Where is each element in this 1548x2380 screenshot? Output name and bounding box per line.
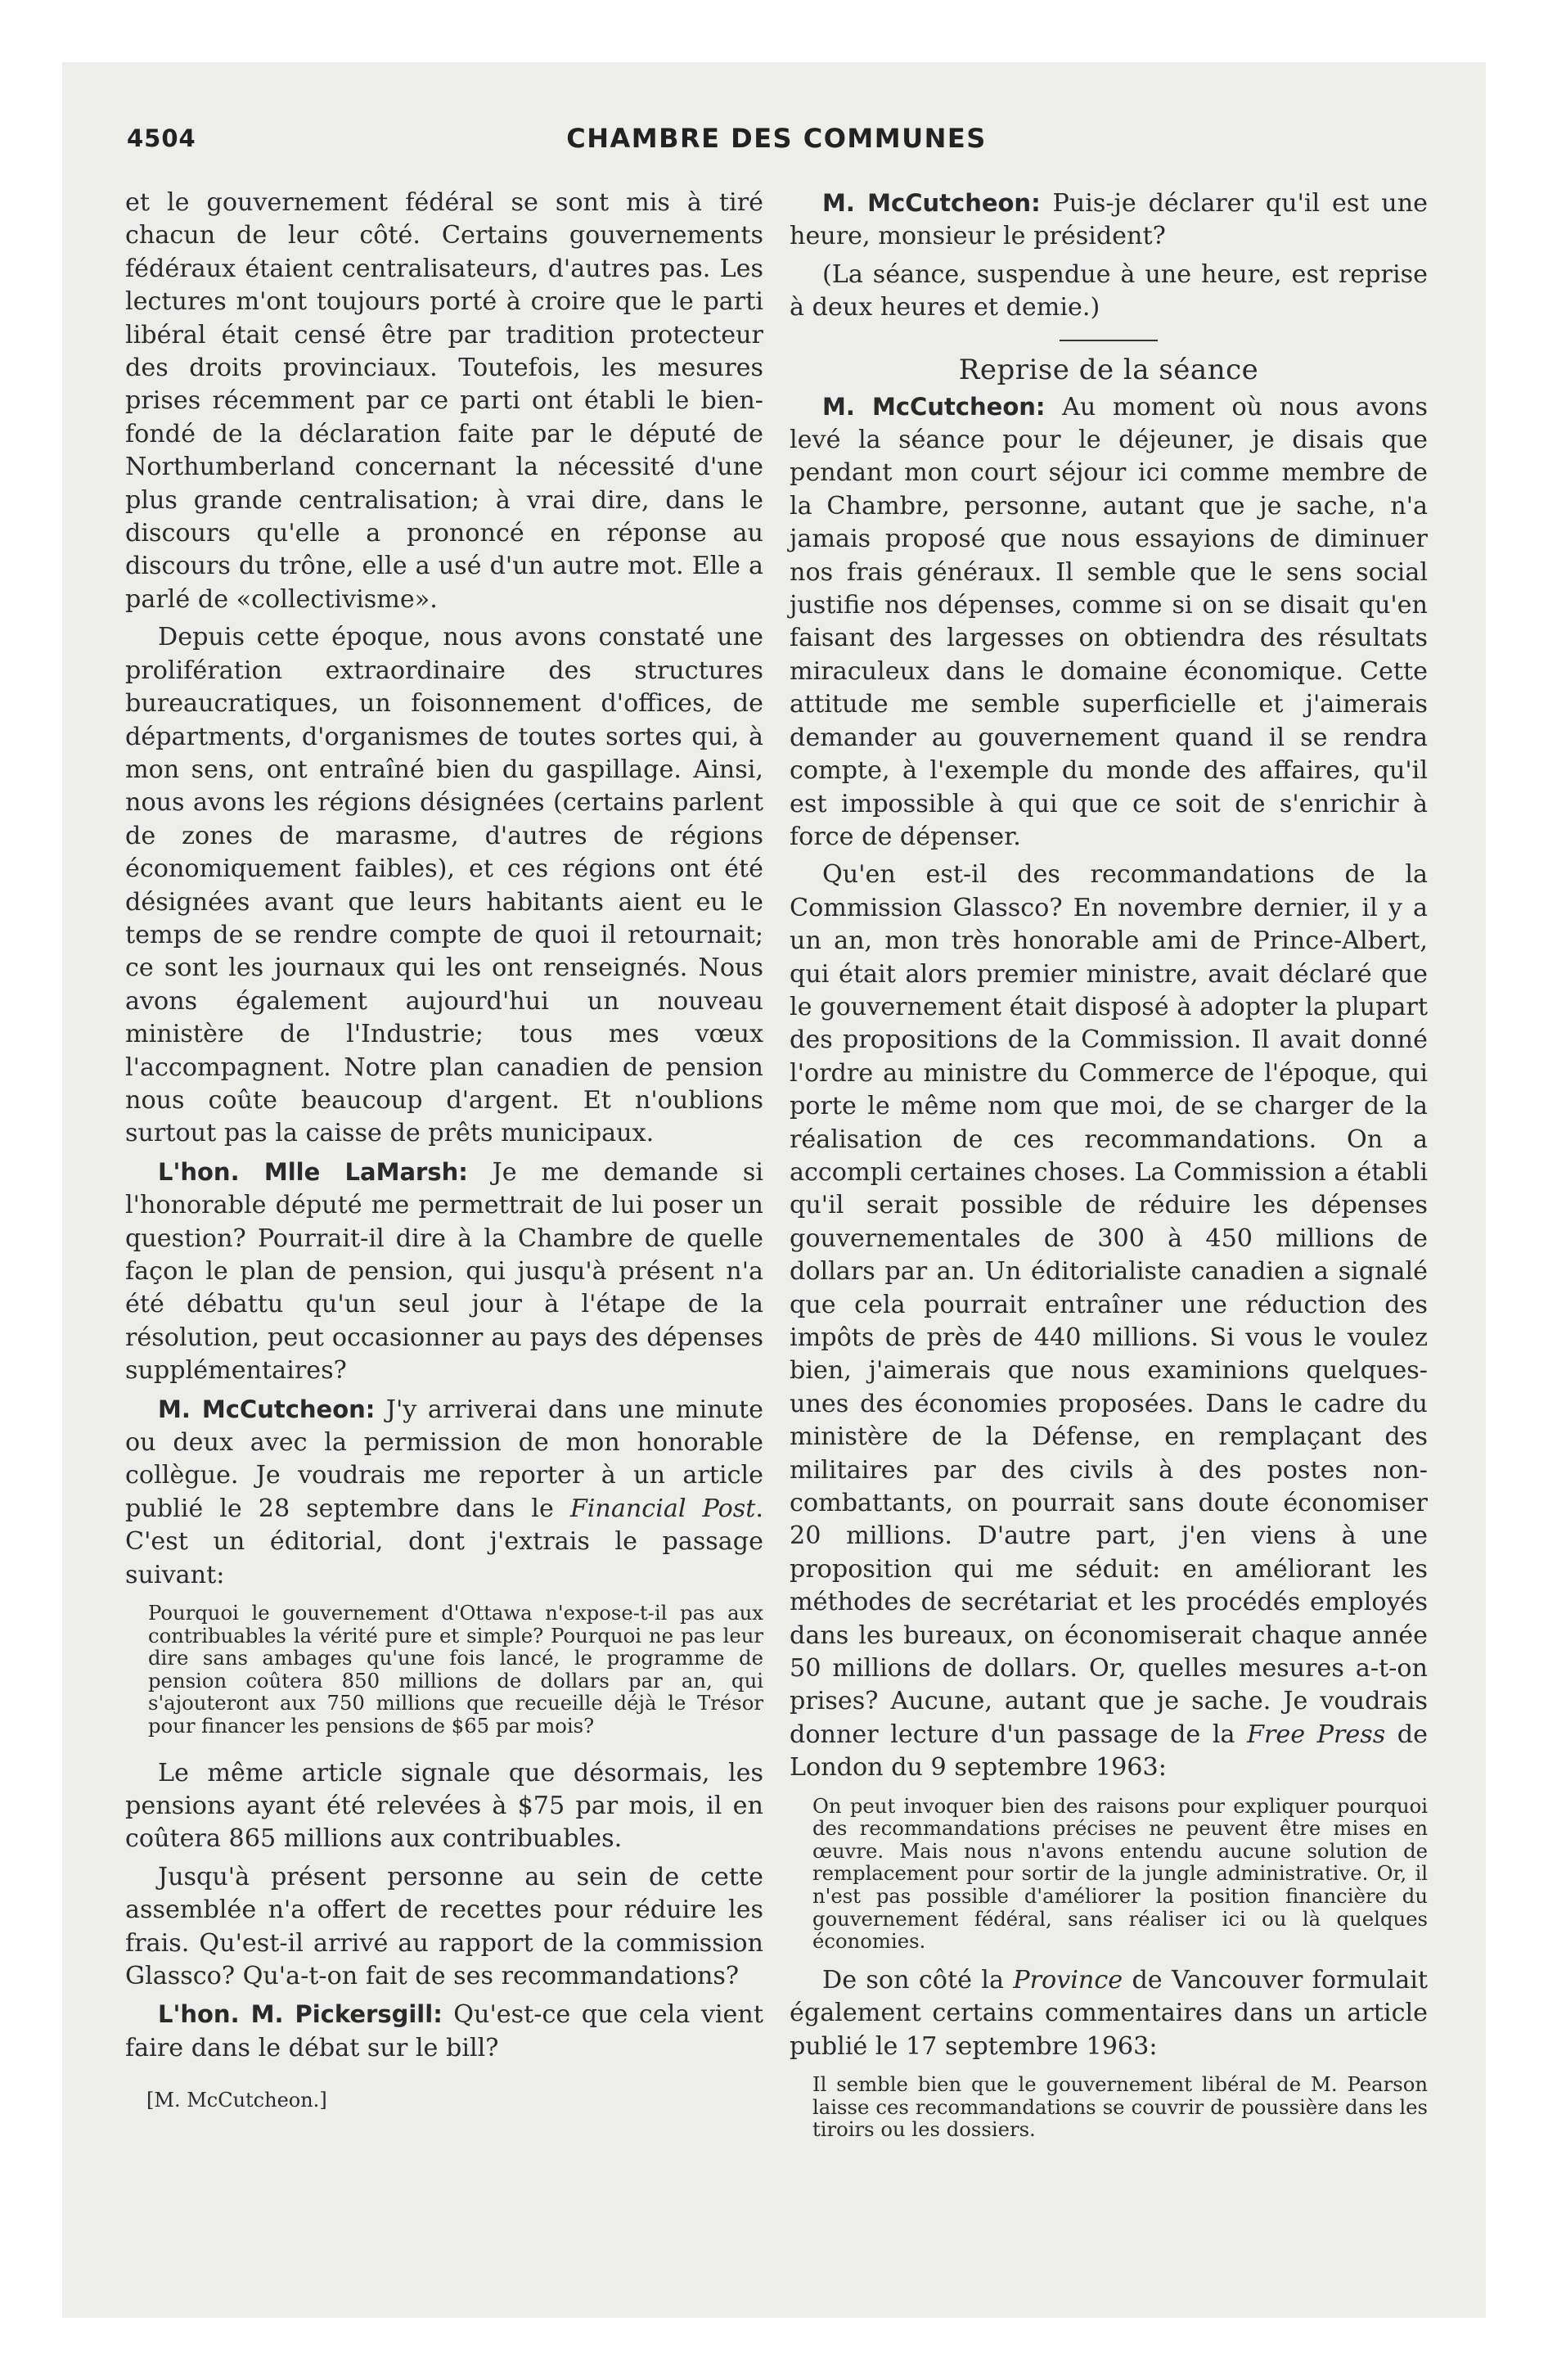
paragraph-text: de London du 9 septembre 1963: [790,1720,1428,1783]
speaker-name: M. McCutcheon: [822,189,1041,217]
section-heading: Reprise de la séance [958,353,1259,386]
paragraph: Le même article signale que désormais, les pensions ayant été relevées à $75 par mois, il en coûtera 865 millions aux contribuables. [125,1758,763,1854]
speech-text: Qu'est-ce que cela vient faire dans le débat sur le bill? [125,2000,763,2062]
publication-title: Province [1013,1965,1123,1995]
paragraph: Depuis cette époque, nous avons constaté une prolifération extraordinaire des structures bureaucratiques, un foisonnement d'offices, de départments, d'organismes de toutes sortes qui, à mon sens, ont entraîné bien du gaspillage. Ainsi, nous avons les régions désignées (certains parlent de zones de marasme, d'autres de régions économiquement faibles), et ces régions ont été désignées avant que leurs habitants aient eu le temps de se rendre compte de quoi il retournait; ce sont les journaux qui les ont renseignés. Nous avons également aujourd'hui un nouveau ministère de l'Industrie; tous mes vœux l'accompagnent. Notre plan canadien de pension nous coûte beaucoup d'argent. Et n'oublions surtout pas la caisse de prêts municipaux. [125,623,763,1148]
speech-text: . C'est un éditorial, dont j'extrais le passage suivant: [125,1494,763,1589]
page-number: 4504 [127,124,196,152]
speech-paragraph [790,390,1428,854]
speech-text: Je me demande si l'honorable député me permettrait de lui poser un question? Pourrait-il dire à la Chambre de quelle façon le plan de pension, qui jusqu'à présent n'a été débattu qu'un seul jour à l'étape de la résolution, peut occasionner au pays des dépenses supplémentaires? [125,1157,763,1386]
paragraph [790,1964,1428,2063]
speech-paragraph [125,1393,763,1592]
block-quote: On peut invoquer bien des raisons pour expliquer pourquoi des recommandations précises ne peuvent être mises en œuvre. Mais nous n'avons entendu aucune solution de remplacement pour sortir de la jungle administrative. Or, il n'est pas possible d'améliorer la position financière du gouvernement fédéral, sans réaliser ici ou là quelques économies. [812,1793,1428,1954]
page-title: CHAMBRE DES COMMUNES [566,123,987,154]
speaker-name: M. McCutcheon: [822,392,1046,421]
running-header [127,121,1426,170]
left-column [125,187,763,2112]
block-quote: Pourquoi le gouvernement d'Ottawa n'expose-t-il pas aux contribuables la vérité pure et simple? Pourquoi ne pas leur dire sans ambages qu'une fois lancé, le programme de pension coûtera 850 millions de dollars par an, qui s'ajouteront aux 750 millions que recueille déjà le Trésor pour financer les pensions de $65 par mois? [148,1601,763,1738]
paragraph [790,859,1428,1784]
paragraph-text: Qu'en est-il des recommandations de la Commission Glassco? En novembre dernier, il y a un an, mon très honorable ami de Prince-Albert, qui était alors premier ministre, avait déclaré que le gouvernement était disposé à adopter la plupart des propositions de la Commission. Il avait donné l'ordre au ministre du Commerce de l'époque, qui porte le même nom que moi, de se charger de la réalisation de ces recommandations. On a accompli certaines choses. La Commission a établi qu'il serait possible de réduire les dépenses gouvernementales de 300 à 450 millions de dollars par an. Un éditorialiste canadien a signalé que cela pourrait entraîner une réduction des impôts de près de 440 millions. Si vous le voulez bien, j'aimerais que nous examinions quelques-unes des économies proposées. Dans le cadre du ministère de la Défense, en remplaçant des militaires par des civils à des postes non-combattants, on pourrait sans doute économiser 20 millions. D'autre part, j'en viens à une proposition qui me séduit: en améliorant les méthodes de secrétariat et les procédés employés dans les bureaux, on économiserait chaque année 50 millions de dollars. Or, quelles mesures a-t-on prises? Aucune, autant que je sache. Je voudrais donner lecture d'un passage de la [790,860,1428,1749]
paragraph: Jusqu'à présent personne au sein de cette assemblée n'a offert de recettes pour réduire les frais. Qu'est-il arrivé au rapport de la commission Glassco? Qu'a-t-on fait de ses recommandations? [125,1862,763,1991]
right-column [790,187,1428,2152]
speech-text: Au moment où nous avons levé la séance pour le déjeuner, je disais que pendant mon court séjour ici comme membre de la Chambre, personne, autant que je sache, n'a jamais proposé que nous essayions de diminuer nos frais généraux. Il semble que le sens social justifie nos dépenses, comme si on se disait qu'en faisant des largesses on obtiendra des résultats miraculeux dans le domaine économique. Cette attitude me semble superficielle et j'aimerais demander au gouvernement quand il se rendra compte, à l'exemple du monde des affaires, qu'il est impossible à qui que ce soit de s'enrichir à force de dépenser. [790,392,1428,851]
speech-text: Puis-je déclarer qu'il est une heure, monsieur le président? [790,189,1428,251]
speech-text: J'y arriverai dans une minute ou deux avec la permission de mon honorable collègue. Je voudrais me reporter à un article publié le 28 septembre dans le [125,1395,763,1523]
speech-paragraph [790,187,1428,254]
block-quote: Il semble bien que le gouvernement libéral de M. Pearson laisse ces recommandations se couvrir de poussière dans les tiroirs ou les dossiers. [812,2072,1428,2142]
speech-paragraph [125,1156,763,1388]
paragraph-text: de Vancouver formulait également certains commentaires dans un article publié le 17 septembre 1963: [790,1965,1428,2061]
publication-title: Free Press [1247,1720,1386,1749]
section-divider [1060,340,1158,341]
paragraph: et le gouvernement fédéral se sont mis à tiré chacun de leur côté. Certains gouvernements fédéraux étaient centralisateurs, d'autres pas. Les lectures m'ont toujours porté à croire que le parti libéral était censé être par tradition protecteur des droits provinciaux. Toutefois, les mesures prises récemment par ce parti ont établi le bien-fondé de la déclaration faite par le député de Northumberland concernant la nécessité d'une plus grande centralisation; à vrai dire, dans le discours qu'elle a prononcé en réponse au discours du trône, elle a usé d'un autre mot. Elle a parlé de «collectivisme». [125,188,763,614]
publication-title: Financial Post [569,1494,756,1523]
paragraph-text: De son côté la [822,1965,1014,1995]
speaker-name: M. McCutcheon: [158,1395,376,1423]
speaker-attribution: [M. McCutcheon.] [146,2089,327,2112]
speaker-name: L'hon. M. Pickersgill: [158,2000,443,2029]
procedural-note: (La séance, suspendue à une heure, est reprise à deux heures et demie.) [790,259,1428,322]
speech-paragraph [125,1998,763,2065]
speaker-name: L'hon. Mlle LaMarsh: [158,1157,468,1186]
